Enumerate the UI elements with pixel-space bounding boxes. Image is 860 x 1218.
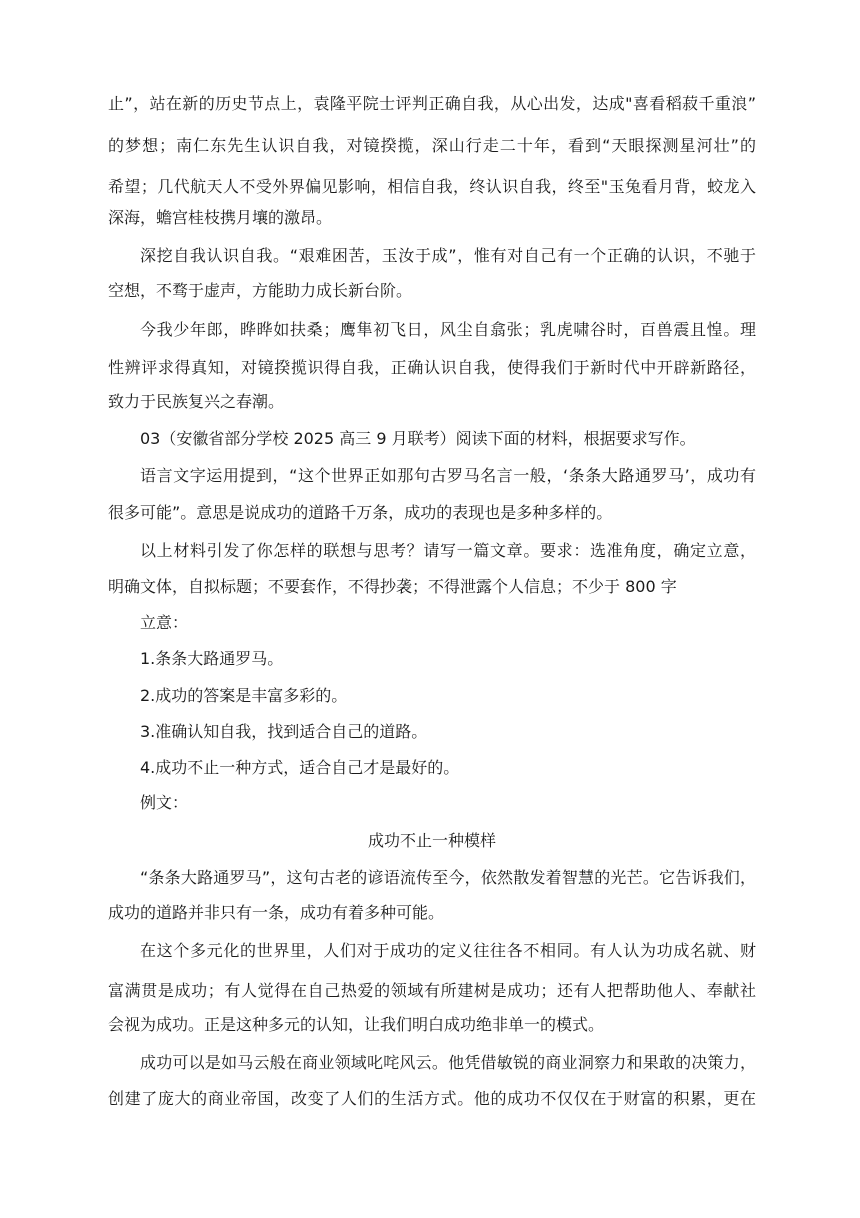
intro-line-3: 希望；几代航天人不受外界偏见影响，相信自我，终认识自我，终至"玉兔看月背，蛟龙入	[108, 177, 756, 196]
requirements-line-2: 明确文体，自拟标题；不要套作，不得抄袭；不得泄露个人信息；不少于 800 字	[108, 577, 677, 596]
lizhi-item-2: 2.成功的答案是丰富多彩的。	[140, 686, 348, 705]
material-line-1: 语言文字运用提到，“这个世界正如那句古罗马名言一般，‘条条大路通罗马’，成功有	[140, 466, 756, 485]
essay-p2-line-3: 会视为成功。正是这种多元的认知，让我们明白成功绝非单一的模式。	[108, 1015, 605, 1034]
intro-line-1: 止”，站在新的历史节点上，袁隆平院士评判正确自我，从心出发，达成"喜看稻菽千重浪”	[108, 94, 756, 113]
essay-p1-line-2: 成功的道路并非只有一条，成功有着多种可能。	[108, 903, 445, 922]
essay-p2-line-2: 富满贯是成功；有人觉得在自己热爱的领域有所建树是成功；还有人把帮助他人、奉献社	[108, 981, 756, 1000]
lizhi-label: 立意：	[140, 613, 189, 632]
material-line-2: 很多可能”。意思是说成功的道路千万条，成功的表现也是多种多样的。	[108, 503, 613, 522]
essay-p3-line-2: 创建了庞大的商业帝国，改变了人们的生活方式。他的成功不仅仅在于财富的积累，更在	[108, 1089, 756, 1108]
lizhi-item-3: 3.准确认知自我，找到适合自己的道路。	[140, 722, 428, 741]
requirements-line-1: 以上材料引发了你怎样的联想与思考？请写一篇文章。要求：选准角度，确定立意，	[140, 541, 756, 560]
dig-line-2: 空想，不骛于虚声，方能助力成长新台阶。	[108, 281, 413, 300]
youth-line-1: 今我少年郎，晔晔如扶桑；鹰隼初飞日，风尘自翕张；乳虎啸谷时，百兽震且惶。理	[140, 320, 756, 339]
dig-line-1: 深挖自我认识自我。“艰难困苦，玉汝于成”，惟有对自己有一个正确的认识，不驰于	[140, 246, 756, 265]
intro-line-4: 深海，蟾宫桂枝携月壤的激昂。	[108, 208, 333, 227]
youth-line-3: 致力于民族复兴之春潮。	[108, 392, 285, 411]
essay-title: 成功不止一种模样	[367, 831, 496, 850]
example-label: 例文：	[140, 793, 189, 812]
lizhi-item-1: 1.条条大路通罗马。	[140, 649, 284, 668]
question-heading: 03（安徽省部分学校 2025 高三 9 月联考）阅读下面的材料，根据要求写作。	[140, 429, 696, 448]
essay-p3-line-1: 成功可以是如马云般在商业领域叱咤风云。他凭借敏锐的商业洞察力和果敢的决策力，	[140, 1053, 756, 1072]
lizhi-item-4: 4.成功不止一种方式，适合自己才是最好的。	[140, 758, 460, 777]
intro-line-2: 的梦想；南仁东先生认识自我，对镜揆揽，深山行走二十年，看到“天眼探测星河壮”的	[108, 136, 756, 155]
youth-line-2: 性辨评求得真知，对镜揆揽识得自我，正确认识自我，使得我们于新时代中开辟新路径，	[108, 358, 756, 377]
essay-p2-line-1: 在这个多元化的世界里，人们对于成功的定义往往各不相同。有人认为功成名就、财	[140, 941, 756, 960]
essay-p1-line-1: “条条大路通罗马”，这句古老的谚语流传至今，依然散发着智慧的光芒。它告诉我们，	[140, 868, 756, 887]
